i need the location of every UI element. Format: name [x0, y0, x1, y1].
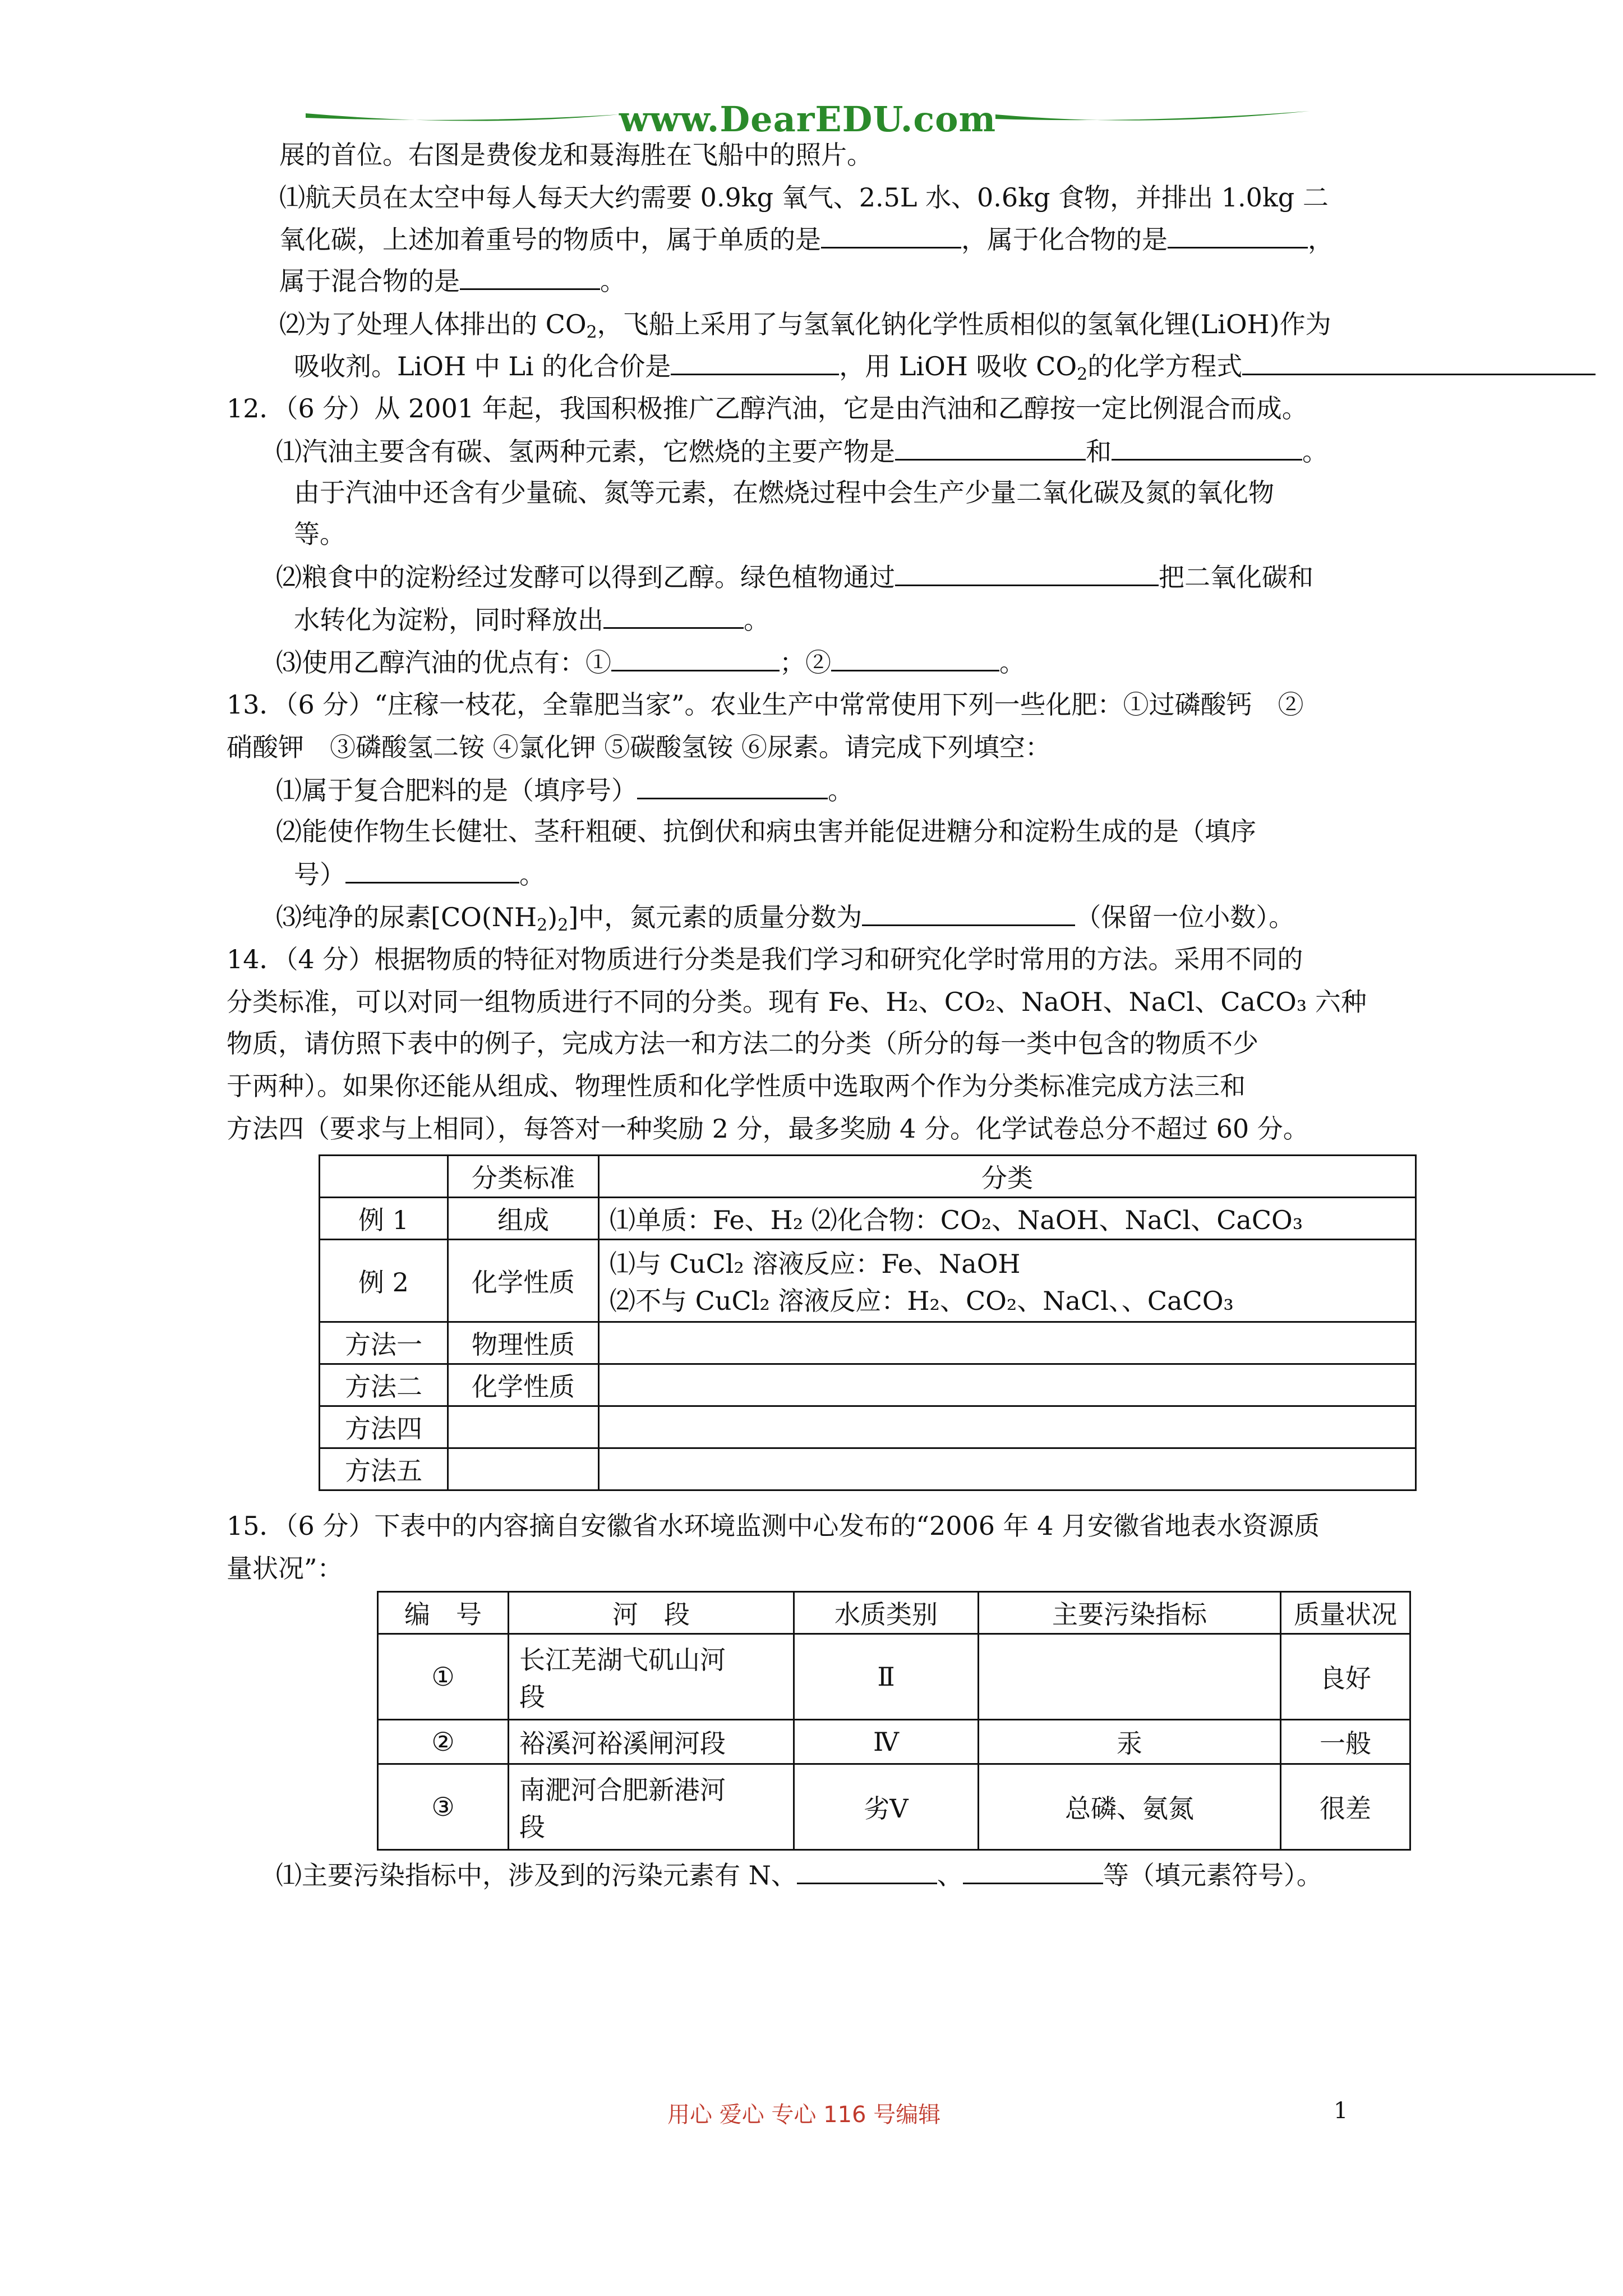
- answer-blank[interactable]: [637, 773, 828, 799]
- text-line: 属于混合物的是 。: [279, 264, 626, 298]
- text-line: 方法四（要求与上相同），每答对一种奖励 2 分，最多奖励 4 分。化学试卷总分不超过 60 分。: [227, 1114, 1309, 1144]
- table-cell: Ⅱ: [794, 1634, 979, 1720]
- table-cell: 方法五: [320, 1448, 448, 1490]
- answer-cell[interactable]: [448, 1448, 599, 1490]
- site-logo-text: www.DearEDU.com: [619, 99, 997, 140]
- text-line: 氧化碳，上述加着重号的物质中，属于单质的是 ，属于化合物的是 ，: [279, 222, 1334, 256]
- table-header-row: [320, 1156, 1416, 1198]
- classification-table: [319, 1154, 1417, 1491]
- table-cell: 物理性质: [448, 1322, 599, 1364]
- text-line: 硝酸钾 ③磷酸氢二铵 ④氯化钾 ⑤碳酸氢铵 ⑥尿素。请完成下列填空：: [227, 732, 1051, 762]
- table-cell: [979, 1634, 1281, 1720]
- table-cell: [509, 1634, 794, 1720]
- table-row: [320, 1240, 1416, 1322]
- water-quality-table: [377, 1591, 1411, 1851]
- table-row: [378, 1764, 1410, 1850]
- text-line: 分类标准，可以对同一组物质进行不同的分类。现有 Fe、H₂、CO₂、NaOH、NaCl、CaCO₃ 六种: [227, 987, 1367, 1017]
- table-cell: 一般: [1281, 1720, 1410, 1764]
- table-cell: [320, 1156, 448, 1198]
- table-cell: 分类标准: [448, 1156, 599, 1198]
- table-cell: ③: [378, 1764, 509, 1850]
- table-cell: 编 号: [378, 1592, 509, 1634]
- table-cell: 质量状况: [1281, 1592, 1410, 1634]
- text-line: ⑶使用乙醇汽油的优点有：① ；② 。: [276, 645, 1025, 679]
- answer-blank[interactable]: [1112, 434, 1302, 461]
- table-row: [378, 1720, 1410, 1764]
- table-cell: 分类: [599, 1156, 1416, 1198]
- answer-blank[interactable]: [603, 602, 744, 629]
- text-line: 物质，请仿照下表中的例子，完成方法一和方法二的分类（所分的每一类中包含的物质不少: [227, 1028, 1258, 1059]
- table-cell: 方法二: [320, 1364, 448, 1406]
- table-row: [320, 1322, 1416, 1364]
- text-line: 号） 。: [294, 857, 545, 891]
- table-row: [320, 1406, 1416, 1448]
- page-number: 1: [1334, 2098, 1348, 2124]
- table-row: [320, 1198, 1416, 1240]
- answer-cell[interactable]: [599, 1322, 1416, 1364]
- question-13: 13．（6 分）“庄稼一枝花，全靠肥当家”。农业生产中常常使用下列一些化肥：①过磷酸钙 ②: [227, 689, 1304, 720]
- text-line: 吸收剂。LiOH 中 Li 的化合价是 ，用 LiOH 吸收 $CO_2$的化学方程式: [294, 349, 1596, 383]
- table-cell: [509, 1764, 794, 1850]
- answer-blank[interactable]: [862, 900, 1075, 926]
- table-cell: 例 1: [320, 1198, 448, 1240]
- table-cell: 方法一: [320, 1322, 448, 1364]
- table-cell: 例 2: [320, 1240, 448, 1322]
- table-cell: 方法四: [320, 1406, 448, 1448]
- cell-line: 南淝河合肥新港河: [519, 1775, 726, 1805]
- table-cell: 裕溪河裕溪闸河段: [509, 1720, 794, 1764]
- footer-text: 用心 爱心 专心 116 号编辑: [667, 2102, 941, 2128]
- question-12: 12．（6 分）从 2001 年起，我国积极推广乙醇汽油，它是由汽油和乙醇按一定比例混合而成。: [227, 393, 1308, 424]
- text-line: 由于汽油中还含有少量硫、氮等元素，在燃烧过程中会生产少量二氧化碳及氮的氧化物: [294, 477, 1274, 508]
- question-15: 15．（6 分）下表中的内容摘自安徽省水环境监测中心发布的“2006 年 4 月安徽省地表水资源质: [227, 1511, 1320, 1541]
- answer-blank[interactable]: [460, 264, 600, 290]
- text-line: ⑵能使作物生长健壮、茎秆粗硬、抗倒伏和病虫害并能促进糖分和淀粉生成的是（填序: [276, 816, 1256, 846]
- table-cell: 水质类别: [794, 1592, 979, 1634]
- table-cell: 主要污染指标: [979, 1592, 1281, 1634]
- answer-blank[interactable]: [1168, 222, 1308, 249]
- answer-blank[interactable]: [345, 857, 519, 884]
- text-line: ⑴航天员在太空中每人每天大约需要 0.9kg 氧气、2.5L 水、0.6kg 食物，并排出 1.0kg 二: [279, 182, 1329, 213]
- table-cell: 总磷、氨氮: [979, 1764, 1281, 1850]
- text-line: 水转化为淀粉，同时释放出 。: [294, 602, 769, 637]
- text-line: ⑶纯净的尿素$[CO(NH_2)_2]$中，氮元素的质量分数为 （保留一位小数）。: [276, 900, 1294, 934]
- text-line: ⑴主要污染指标中，涉及到的污染元素有 N、 、 等（填元素符号）。: [276, 1858, 1322, 1892]
- answer-blank[interactable]: [1242, 349, 1596, 375]
- table-cell: ②: [378, 1720, 509, 1764]
- question-14: 14．（4 分）根据物质的特征对物质进行分类是我们学习和研究化学时常用的方法。采用不同的: [227, 944, 1303, 974]
- cell-line: 段: [519, 1812, 545, 1842]
- answer-blank[interactable]: [671, 349, 839, 375]
- table-cell: ①: [378, 1634, 509, 1720]
- table-cell: 化学性质: [448, 1240, 599, 1322]
- answer-blank[interactable]: [831, 645, 999, 671]
- text-line: ⑵粮食中的淀粉经过发酵可以得到乙醇。绿色植物通过 把二氧化碳和: [276, 560, 1313, 594]
- answer-blank[interactable]: [963, 1858, 1103, 1884]
- answer-cell[interactable]: [599, 1364, 1416, 1406]
- site-banner: [306, 99, 1310, 140]
- answer-blank[interactable]: [821, 222, 961, 249]
- table-cell: [599, 1240, 1416, 1322]
- table-cell: ⑴单质：Fe、H₂ ⑵化合物：CO₂、NaOH、NaCl、CaCO₃: [599, 1198, 1416, 1240]
- text-line: ⑴属于复合肥料的是（填序号） 。: [276, 773, 854, 807]
- table-cell: 良好: [1281, 1634, 1410, 1720]
- text-line: 量状况”：: [227, 1553, 343, 1584]
- table-header-row: [378, 1592, 1410, 1634]
- text-line: 等。: [294, 519, 345, 549]
- text-line: 展的首位。右图是费俊龙和聂海胜在飞船中的照片。: [279, 140, 873, 170]
- answer-cell[interactable]: [448, 1406, 599, 1448]
- answer-blank[interactable]: [895, 560, 1159, 586]
- table-cell: 河 段: [509, 1592, 794, 1634]
- answer-blank[interactable]: [895, 434, 1086, 461]
- text-line: ⑴汽油主要含有碳、氢两种元素，它燃烧的主要产物是 和 。: [276, 434, 1328, 468]
- table-cell: 化学性质: [448, 1364, 599, 1406]
- text-line: 于两种）。如果你还能从组成、物理性质和化学性质中选取两个作为分类标准完成方法三和: [227, 1071, 1246, 1101]
- table-row: [320, 1364, 1416, 1406]
- cell-line: ⑴与 CuCl₂ 溶液反应：Fe、NaOH: [610, 1249, 1021, 1279]
- text-line: ⑵为了处理人体排出的 $CO_2$，飞船上采用了与氢氧化钠化学性质相似的氢氧化锂(LiOH)作为: [279, 309, 1331, 342]
- cell-line: 长江芜湖弋矶山河: [519, 1645, 726, 1675]
- answer-cell[interactable]: [599, 1406, 1416, 1448]
- answer-cell[interactable]: [599, 1448, 1416, 1490]
- answer-blank[interactable]: [611, 645, 780, 671]
- cell-line: 段: [519, 1682, 545, 1712]
- table-row: [320, 1448, 1416, 1490]
- cell-line: ⑵不与 CuCl₂ 溶液反应：H₂、CO₂、NaCl、、CaCO₃: [610, 1286, 1234, 1316]
- table-cell: 汞: [979, 1720, 1281, 1764]
- table-row: [378, 1634, 1410, 1720]
- table-cell: 组成: [448, 1198, 599, 1240]
- table-cell: Ⅳ: [794, 1720, 979, 1764]
- table-cell: 劣Ⅴ: [794, 1764, 979, 1850]
- table-cell: 很差: [1281, 1764, 1410, 1850]
- answer-blank[interactable]: [797, 1858, 937, 1884]
